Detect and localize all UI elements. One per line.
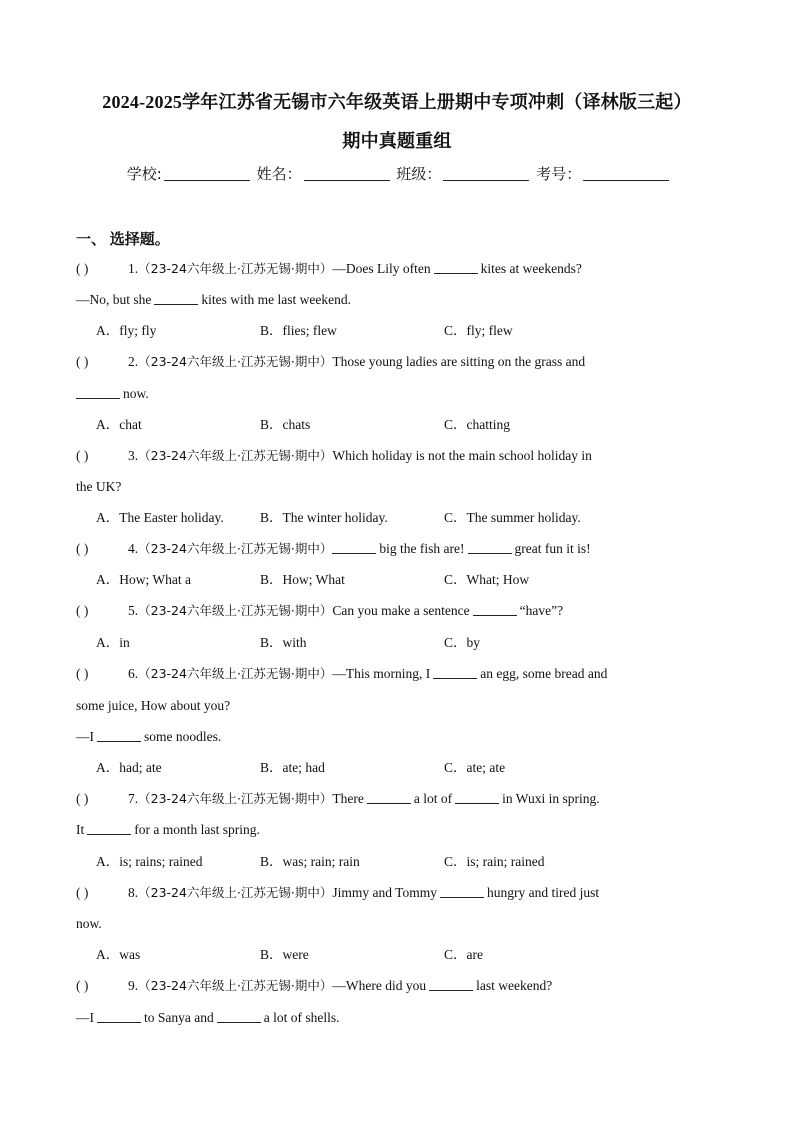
answer-blank[interactable] [332,541,376,554]
answer-blank[interactable] [367,791,411,804]
option-c[interactable]: C．chatting [444,417,510,432]
question-9-line-1: ( ) 9.（23-24六年级上·江苏无锡·期中）—Where did you last weekend? [76,978,553,993]
option-c[interactable]: C．ate; ate [444,760,506,775]
question-3-line-2: the UK? [76,479,122,494]
question-8-line-1: ( ) 8.（23-24六年级上·江苏无锡·期中）Jimmy and Tommy hungry and tired just [76,885,600,900]
question-6-line-1: ( ) 6.（23-24六年级上·江苏无锡·期中）—This morning, I an egg, some bread and [76,666,608,681]
option-a[interactable]: A．is; rains; rained [96,854,203,869]
question-5-line-1: ( ) 5.（23-24六年级上·江苏无锡·期中）Can you make a sentence “have”? [76,603,564,618]
answer-blank[interactable] [434,261,478,274]
answer-blank[interactable] [97,1010,141,1023]
question-1-line-1: ( ) 1.（23-24六年级上·江苏无锡·期中）—Does Lily often kites at weekends? [76,261,582,276]
option-c[interactable]: C．fly; flew [444,323,513,338]
answer-blank[interactable] [455,791,499,804]
answer-blank[interactable] [429,978,473,991]
option-c[interactable]: C．What; How [444,572,530,587]
exam-no-field[interactable] [583,166,669,181]
option-a[interactable]: A．had; ate [96,760,162,775]
question-2-line-2: now. [76,384,726,404]
student-info-row [0,163,794,184]
option-b[interactable]: B．flies; flew [260,323,337,338]
option-b[interactable]: B．were [260,947,309,962]
question-6-line-2: some juice, How about you? [76,698,231,713]
option-c[interactable]: C．by [444,635,481,650]
option-a[interactable]: A．The Easter holiday. [96,510,224,525]
question-6-line-3: —I some noodles. [76,729,222,744]
class-field[interactable] [443,166,529,181]
question-2-line-1: ( ) 2.（23-24六年级上·江苏无锡·期中）Those young ladies are sitting on the grass and [76,354,586,369]
answer-blank[interactable] [468,541,512,554]
name-label: 姓名： [256,165,302,183]
question-8-line-2: now. [76,916,102,931]
name-field[interactable] [304,166,390,181]
exam-no-label: 考号： [536,165,582,183]
answer-blank[interactable] [473,603,517,616]
answer-blank[interactable] [440,885,484,898]
option-b[interactable]: B．chats [260,417,311,432]
option-c[interactable]: C．The summer holiday. [444,510,581,525]
school-label: 学校: [126,165,162,183]
question-9-line-2: —I to Sanya and a lot of shells. [76,1010,340,1025]
option-a[interactable]: A．chat [96,417,142,432]
answer-blank[interactable] [217,1010,261,1023]
option-b[interactable]: B．ate; had [260,760,325,775]
question-1-line-2: —No, but she kites with me last weekend. [76,292,351,307]
answer-blank[interactable] [154,292,198,305]
option-a[interactable]: A．was [96,947,141,962]
option-a[interactable]: A．How; What a [96,572,191,587]
question-3-line-1: ( ) 3.（23-24六年级上·江苏无锡·期中）Which holiday is not the main school holiday in [76,448,592,463]
option-a[interactable]: A．in [96,635,130,650]
option-c[interactable]: C．are [444,947,483,962]
option-b[interactable]: B．with [260,635,307,650]
question-4-line-1: ( ) 4.（23-24六年级上·江苏无锡·期中） big the fish are! great fun it is! [76,541,591,556]
option-c[interactable]: C．is; rain; rained [444,854,545,869]
option-b[interactable]: B．was; rain; rain [260,854,360,869]
question-7-line-1: ( ) 7.（23-24六年级上·江苏无锡·期中）There a lot of in Wuxi in spring. [76,791,600,806]
answer-blank[interactable] [87,822,131,835]
class-label: 班级： [396,165,442,183]
option-b[interactable]: B．The winter holiday. [260,510,388,525]
section-title: 一、 选择题。 [76,232,170,248]
question-7-line-2: It for a month last spring. [76,822,260,837]
answer-blank[interactable] [97,729,141,742]
option-a[interactable]: A．fly; fly [96,323,157,338]
school-field[interactable] [164,166,250,181]
answer-blank[interactable] [433,666,477,679]
page-subtitle: 期中真题重组 [342,131,452,151]
page-title: 2024-2025学年江苏省无锡市六年级英语上册期中专项冲刺（译林版三起） [102,92,692,112]
answer-blank[interactable] [76,386,120,399]
option-b[interactable]: B．How; What [260,572,345,587]
